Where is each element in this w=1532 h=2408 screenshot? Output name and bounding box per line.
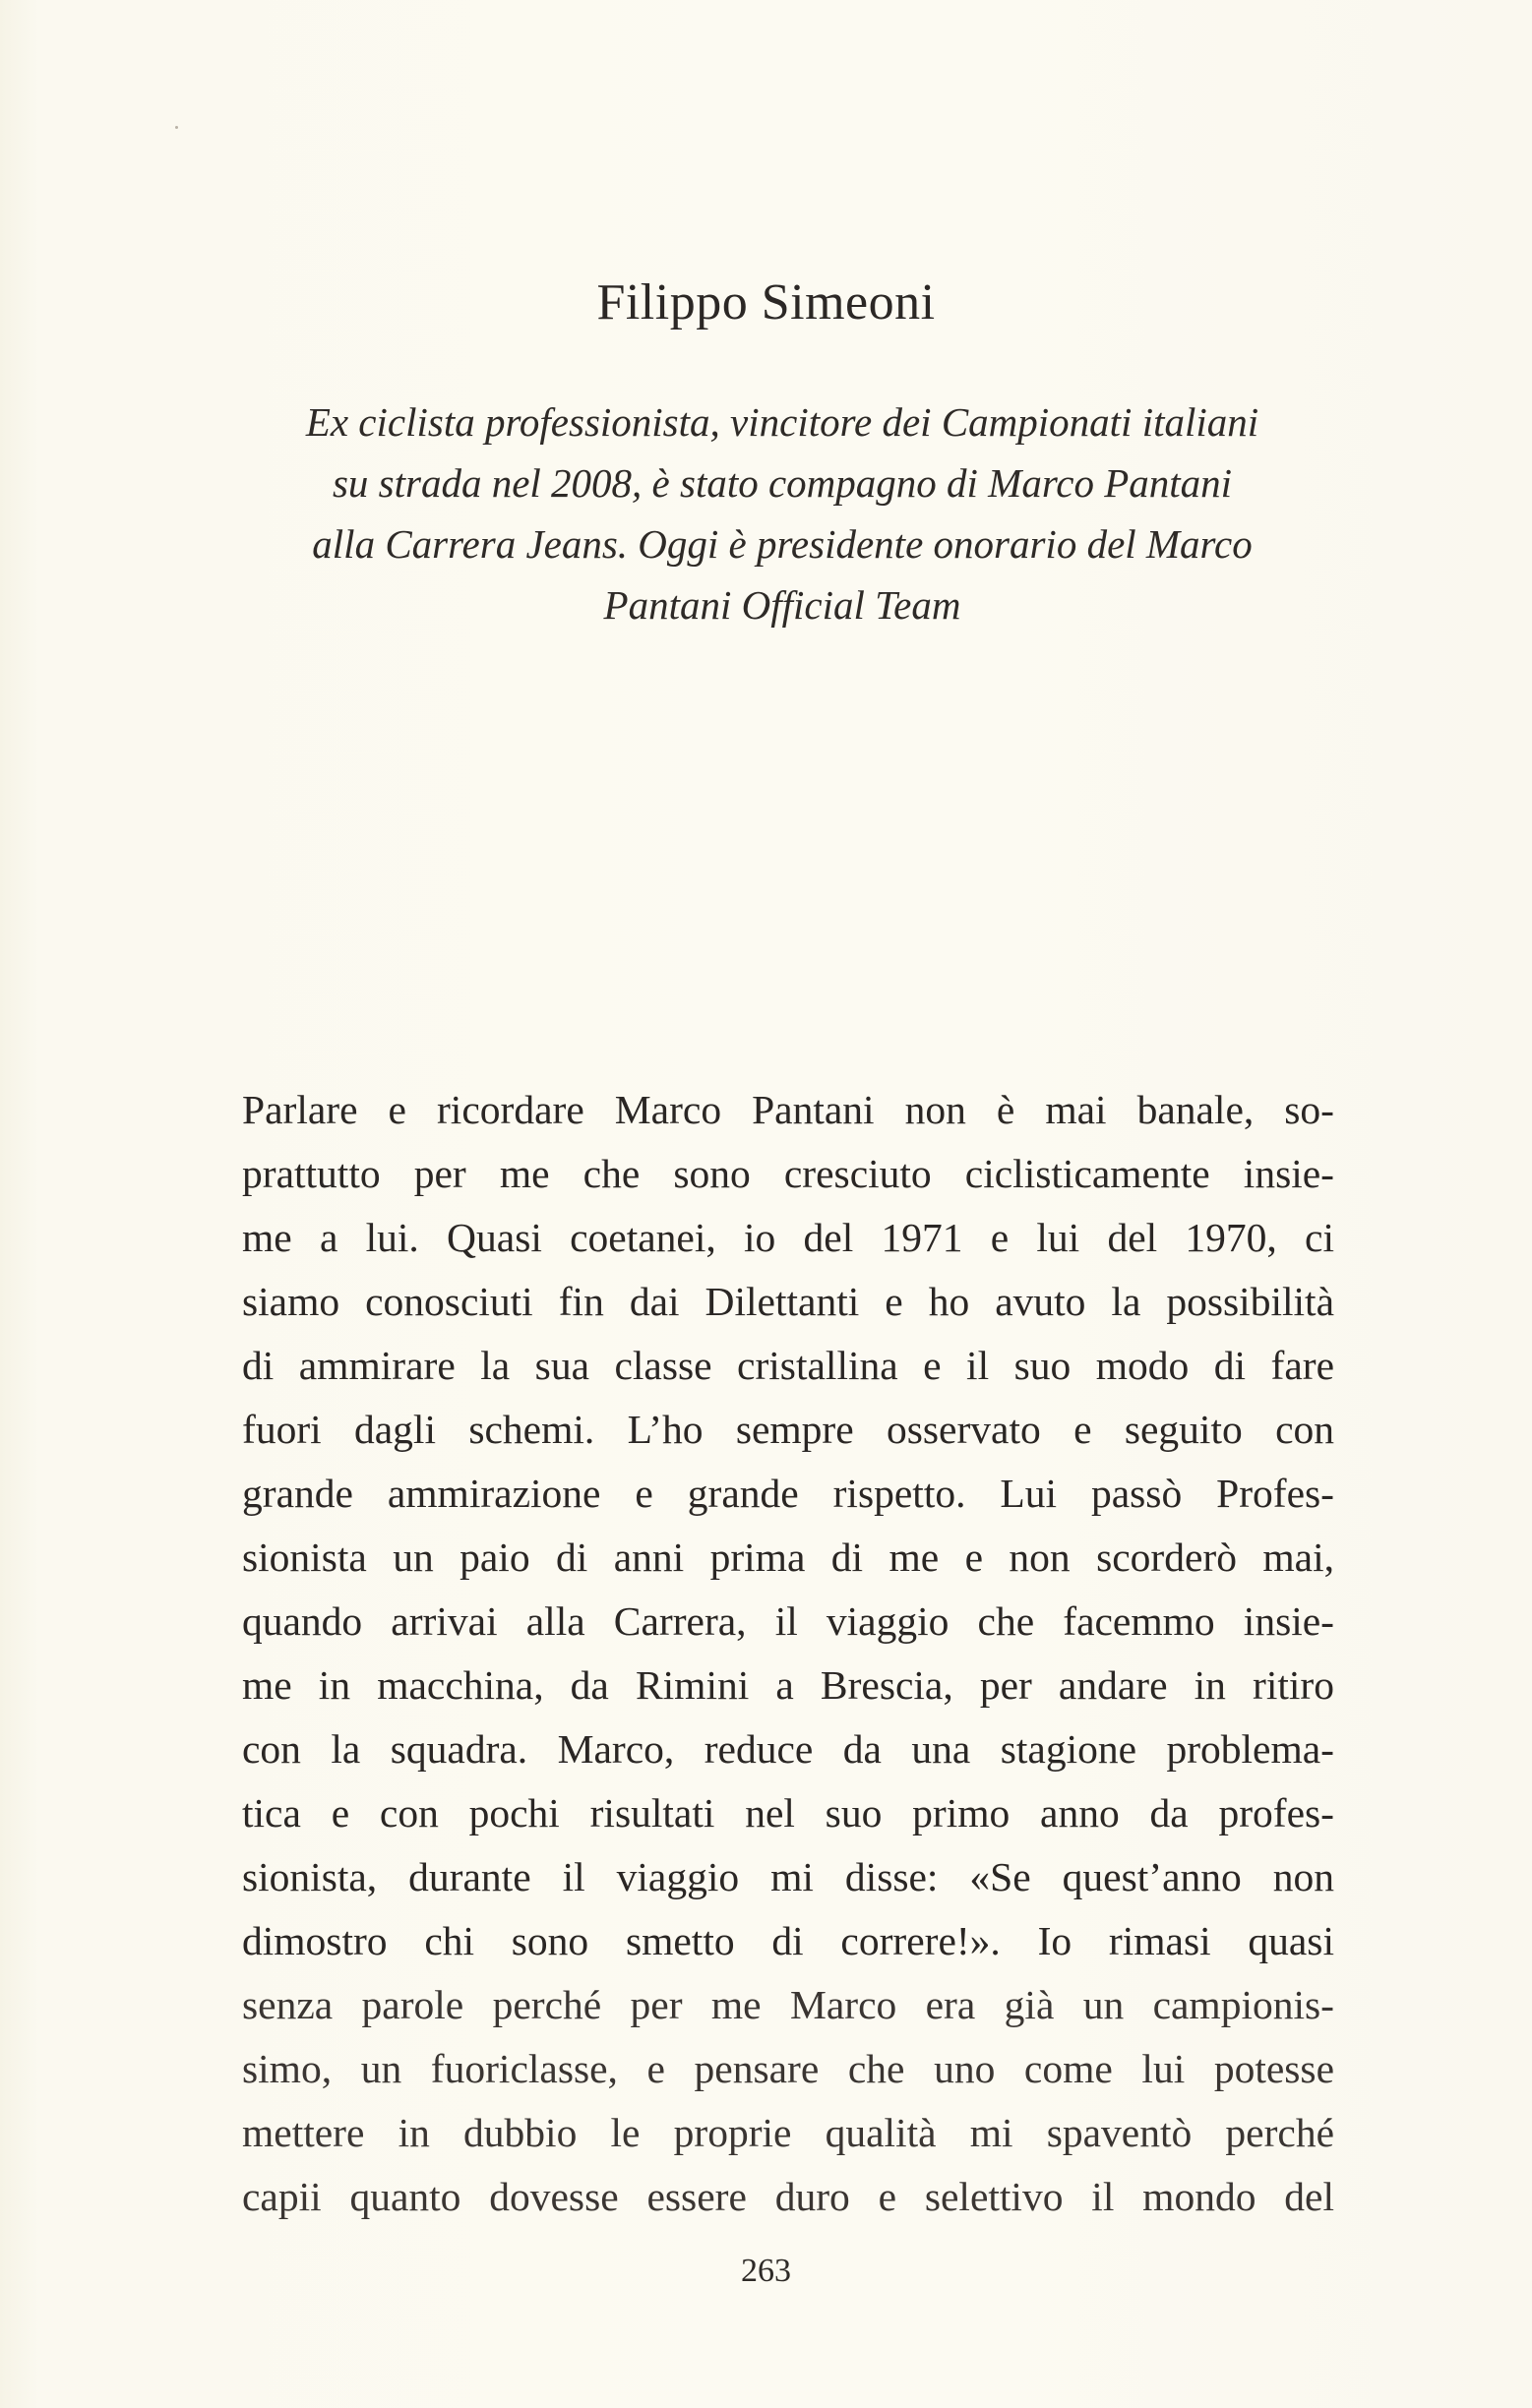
chapter-title: Filippo Simeoni — [596, 274, 936, 331]
author-bio-line: alla Carrera Jeans. Oggi è presidente onorario del Marco — [312, 521, 1253, 567]
body-line: mettere in dubbio le proprie qualità mi spaventò perché — [242, 2110, 1334, 2155]
body-line: capii quanto dovesse essere duro e selettivo il mondo del — [242, 2174, 1334, 2219]
page-number: 263 — [741, 2253, 791, 2289]
body-line: tica e con pochi risultati nel suo primo anno da profes- — [242, 1790, 1334, 1836]
body-line: sionista un paio di anni prima di me e non scorderò mai, — [242, 1535, 1334, 1580]
body-line: senza parole perché per me Marco era già un campionis- — [242, 1982, 1334, 2027]
body-line: con la squadra. Marco, reduce da una stagione problema- — [242, 1726, 1334, 1772]
author-bio-line: su strada nel 2008, è stato compagno di Marco Pantani — [332, 460, 1233, 506]
body-line: prattutto per me che sono cresciuto ciclisticamente insie- — [242, 1151, 1334, 1196]
author-bio-line: Pantani Official Team — [603, 582, 961, 628]
body-line: sionista, durante il viaggio mi disse: «Se quest’anno non — [242, 1854, 1334, 1899]
body-line: di ammirare la sua classe cristallina e il suo modo di fare — [242, 1343, 1334, 1388]
body-line: quando arrivai alla Carrera, il viaggio che facemmo insie- — [242, 1598, 1334, 1644]
author-bio-line: Ex ciclista professionista, vincitore dei Campionati italiani — [305, 399, 1259, 445]
body-line: me in macchina, da Rimini a Brescia, per andare in ritiro — [242, 1662, 1334, 1708]
paper-speck — [175, 126, 178, 129]
author-bio — [226, 391, 1338, 635]
body-line: grande ammirazione e grande rispetto. Lui passò Profes- — [242, 1471, 1334, 1516]
body-line: fuori dagli schemi. L’ho sempre osservato e seguito con — [242, 1407, 1334, 1452]
body-line: dimostro chi sono smetto di correre!». Io rimasi quasi — [242, 1918, 1334, 1963]
body-line: siamo conosciuti fin dai Dilettanti e ho avuto la possibilità — [242, 1279, 1334, 1324]
body-paragraph — [242, 1078, 1334, 2229]
body-line: simo, un fuoriclasse, e pensare che uno come lui potesse — [242, 2046, 1334, 2091]
body-line: me a lui. Quasi coetanei, io del 1971 e lui del 1970, ci — [242, 1215, 1334, 1260]
body-line: Parlare e ricordare Marco Pantani non è mai banale, so- — [242, 1087, 1334, 1132]
